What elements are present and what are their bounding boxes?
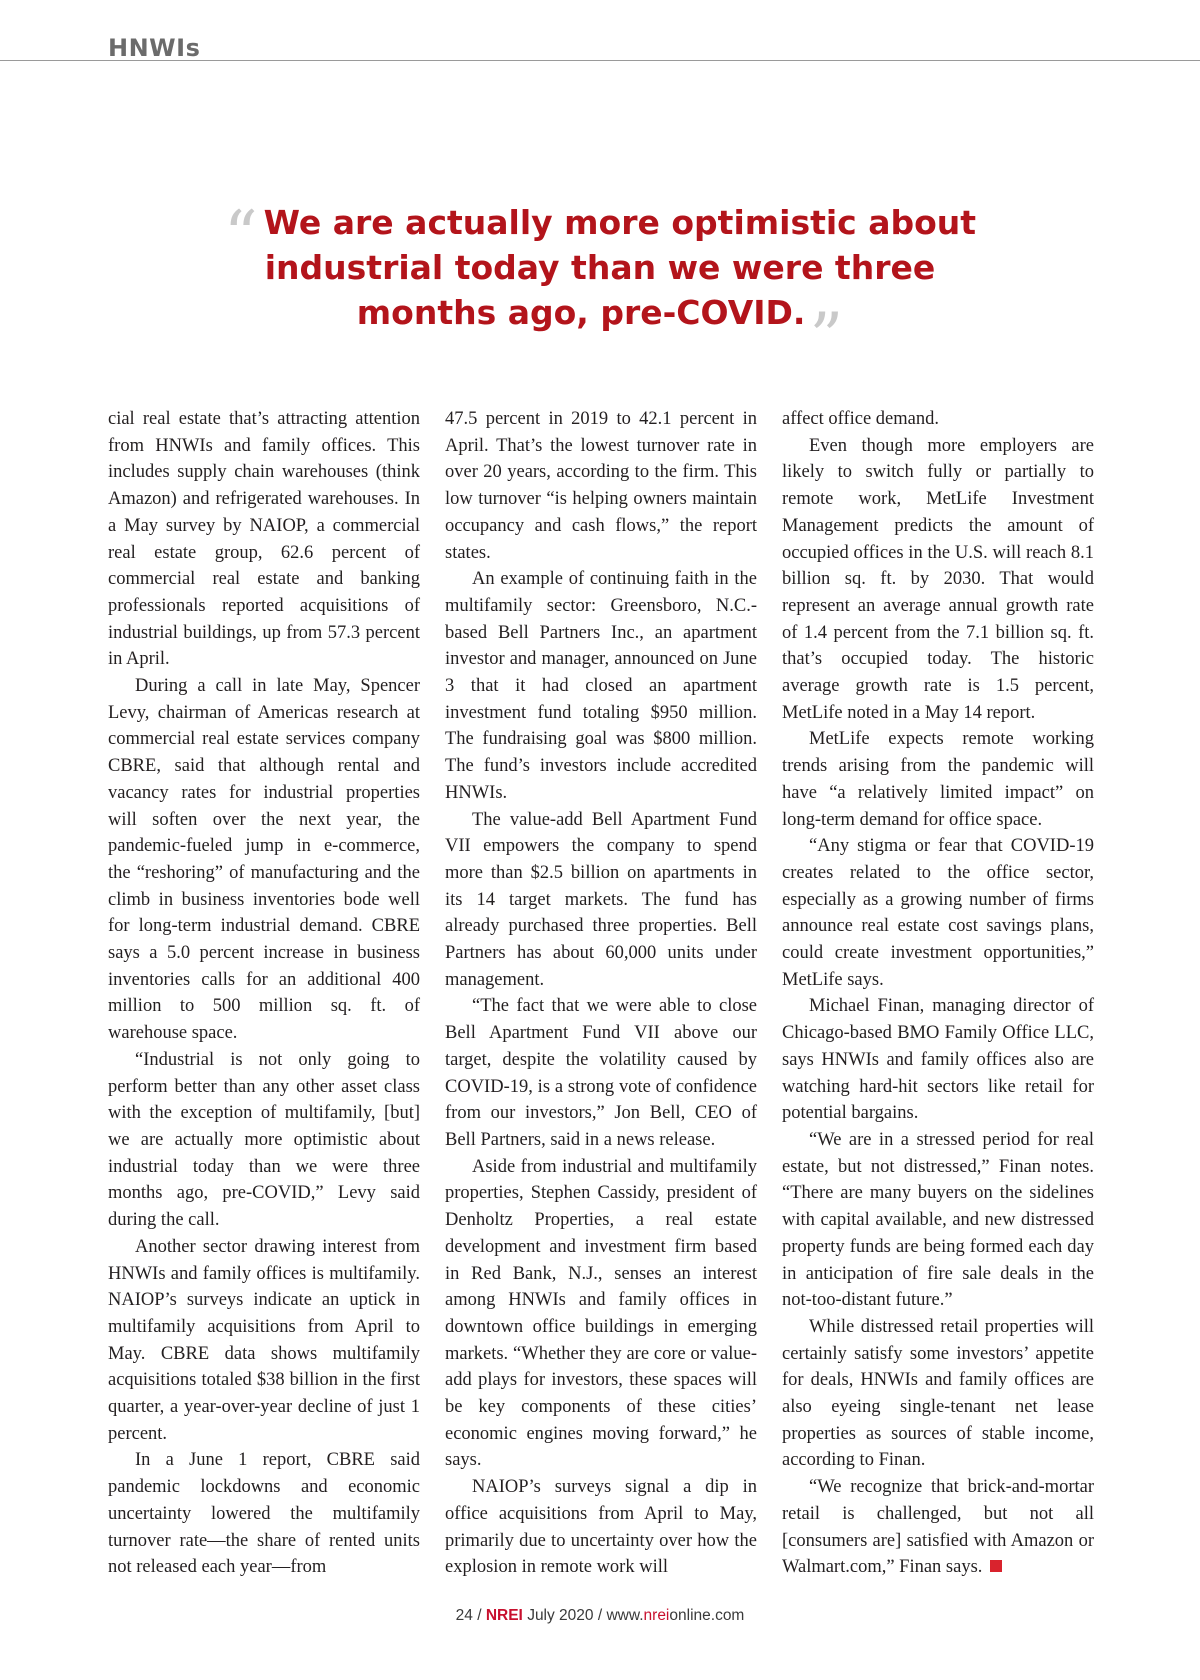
paragraph: Even though more employers are likely to switch fully or partially to remote work, MetLife Investment Management predicts the amount of occupied offices in the U.S. will reach 8.1 billion sq. ft. by 2030. That would represent an average annual growth rate of 1.4 percent from the 7.1 billion sq. ft. that’s occupied today. The historic average growth rate is 1.5 percent, MetLife noted in a May 14 report. bbox=[782, 435, 1094, 723]
footer-separator: / bbox=[597, 1607, 603, 1624]
article-body bbox=[108, 406, 1094, 1581]
column-3 bbox=[782, 406, 1094, 1581]
paragraph: “Industrial is not only going to perform better than any other asset class with the exception of multifamily, [but] we are actually more optimistic about industrial today than we were three months ago, pre-COVID,” Levy said during the call. bbox=[108, 1049, 420, 1231]
paragraph-text: “We recognize that brick-and-mortar retail is challenged, but not all [consumers are] satisfied with Amazon or Walmart.com,” Finan says. bbox=[782, 1477, 1094, 1578]
paragraph: The value-add Bell Apartment Fund VII empowers the company to spend more than $2.5 billion on apartments in its 14 target markets. The fund has already purchased three properties. Bell Partners has about 60,000 units under management. bbox=[445, 809, 757, 990]
end-of-article-icon bbox=[990, 1560, 1002, 1572]
paragraph: “We are in a stressed period for real estate, but not distressed,” Finan notes. “There are many buyers on the sidelines with capital available, and new distressed property funds are being formed each day in anticipation of fire sale deals in the not-too-distant future.” bbox=[782, 1129, 1094, 1311]
page-number: 24 bbox=[455, 1607, 473, 1624]
page-footer bbox=[0, 1607, 1200, 1625]
paragraph: While distressed retail properties will certainly satisfy some investors’ appetite for deals, HNWIs and family offices are also eyeing single-tenant net lease properties as sources of stable income, according to Finan. bbox=[782, 1316, 1094, 1471]
pull-quote-text: We are actually more optimistic about industrial today than we were three months ago, pre-COVID. bbox=[263, 203, 977, 332]
paragraph: An example of continuing faith in the multifamily sector: Greensboro, N.C.-based Bell Partners Inc., an apartment investor and manager, announced on June 3 that it had closed an apartment investment fund totaling $950 million. The fundraising goal was $800 million. The fund’s investors include accredited HNWIs. bbox=[445, 569, 757, 803]
paragraph: “The fact that we were able to close Bell Apartment Fund VII above our target, despite the volatility caused by COVID-19, is a strong vote of confidence from our investors,” Jon Bell, CEO of Bell Partners, said in a news release. bbox=[445, 996, 757, 1150]
website-url bbox=[606, 1607, 744, 1624]
paragraph: MetLife expects remote working trends arising from the pandemic will have “a relatively limited impact” on long-term demand for office space. bbox=[782, 729, 1094, 830]
footer-separator: / bbox=[477, 1607, 482, 1624]
column-1 bbox=[108, 406, 420, 1581]
publication-name: NREI bbox=[485, 1607, 523, 1624]
issue-date: July 2020 bbox=[527, 1607, 594, 1624]
paragraph: Aside from industrial and multifamily properties, Stephen Cassidy, president of Denholtz Properties, a real estate development and investment firm based in Red Bank, N.J., senses an interest among HNWIs and family offices in downtown office buildings in emerging markets. “Whether they are core or value-add plays for investors, these spaces will be key components of these cities’ economic engines moving forward,” he says. bbox=[445, 1156, 757, 1471]
paragraph: During a call in late May, Spencer Levy, chairman of Americas research at commercial real estate services company CBRE, said that although rental and vacancy rates for industrial properties will soften over the next year, the pandemic-fueled jump in e-commerce, the “reshoring” of manufacturing and the climb in business inventories bode well for long-term industrial demand. CBRE says a 5.0 percent increase in business inventories calls for an additional 400 million to 500 million sq. ft. of warehouse space. bbox=[108, 676, 420, 1044]
paragraph: “Any stigma or fear that COVID-19 creates related to the office sector, especially as a growing number of firms announce real estate cost savings plans, could create investment opportunities,” MetLife says. bbox=[782, 836, 1094, 990]
paragraph: Michael Finan, managing director of Chicago-based BMO Family Office LLC, says HNWIs and family offices also are watching hard-hit sectors like retail for potential bargains. bbox=[782, 996, 1094, 1124]
pull-quote: “ We are actually more optimistic about industrial today than we were three months ago, pre-COVID.” bbox=[223, 197, 977, 376]
column-2 bbox=[445, 406, 757, 1581]
paragraph: Another sector drawing interest from HNWIs and family offices is multifamily. NAIOP’s surveys indicate an uptick in multifamily acquisitions from April to May. CBRE data shows multifamily acquisitions totaled $38 billion in the first quarter, a year-over-year decline of just 1 percent. bbox=[108, 1236, 420, 1444]
url-highlight: nrei bbox=[643, 1607, 670, 1624]
paragraph: In a June 1 report, CBRE said pandemic lockdowns and economic uncertainty lowered the multifamily turnover rate—the share of rented units not released each year—from bbox=[108, 1450, 420, 1578]
url-suffix: online.com bbox=[669, 1607, 745, 1624]
section-label: HNWIs bbox=[108, 34, 201, 62]
paragraph: 47.5 percent in 2019 to 42.1 percent in April. That’s the lowest turnover rate in over 20 years, according to the firm. This low turnover “is helping owners maintain occupancy and cash flows,” the report states. bbox=[445, 409, 757, 563]
url-prefix: www. bbox=[606, 1607, 644, 1624]
header-rule bbox=[0, 60, 1200, 61]
paragraph: cial real estate that’s attracting attention from HNWIs and family offices. This includes supply chain warehouses (think Amazon) and refrigerated warehouses. In a May survey by NAIOP, a commercial real estate group, 62.6 percent of commercial real estate and banking professionals reported acquisitions of industrial buildings, up from 57.3 percent in April. bbox=[108, 409, 420, 670]
last-paragraph bbox=[782, 1474, 1094, 1581]
paragraph: affect office demand. bbox=[782, 409, 939, 429]
paragraph: NAIOP’s surveys signal a dip in office acquisitions from April to May, primarily due to uncertainty over how the explosion in remote work will bbox=[445, 1477, 757, 1578]
